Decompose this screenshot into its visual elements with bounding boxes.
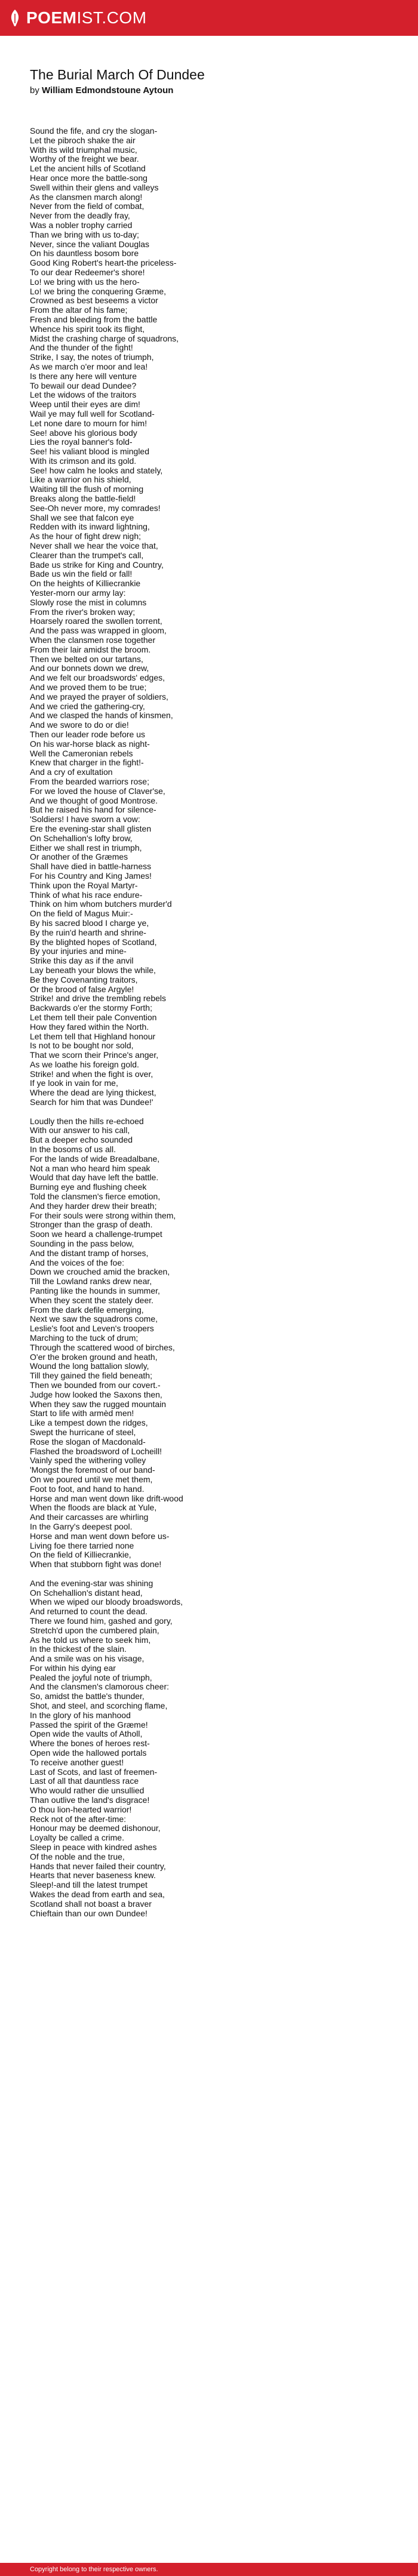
poem-line: Think upon the Royal Martyr-	[30, 880, 138, 890]
poem-line: Shall we see that falcon eye	[30, 512, 134, 522]
poem-line: Waiting till the flush of morning	[30, 484, 144, 494]
poem-line: Good King Robert's heart-the priceless-	[30, 258, 177, 268]
site-header	[0, 0, 418, 36]
poem-line: Where the bones of heroes rest-	[30, 1738, 150, 1749]
poem-line: Judge how looked the Saxons then,	[30, 1389, 162, 1399]
poem-line: Swell within their glens and valleys	[30, 182, 159, 192]
poem-line: And we cried the gathering-cry,	[30, 701, 145, 711]
site-footer	[0, 2563, 418, 2576]
poem-line: Sound the fife, and cry the slogan-	[30, 126, 158, 136]
poem-line: Rose the slogan of Macdonald-	[30, 1436, 146, 1447]
poem-line: Clearer than the trumpet's call,	[30, 550, 144, 560]
poem-line: Marching to the tuck of drum;	[30, 1333, 139, 1343]
poem-line: See-Oh never more, my comrades!	[30, 503, 161, 513]
poem-line: Hear once more the battle-song	[30, 173, 147, 183]
byline-prefix: by	[30, 85, 39, 96]
logo-text-bold: POEM	[26, 8, 77, 27]
poem-line: Is not to be bought nor sold,	[30, 1041, 134, 1051]
poem-line: Honour may be deemed dishonour,	[30, 1823, 161, 1833]
poem-line: Last of all that dauntless race	[30, 1776, 139, 1786]
poem-line: Open wide the hallowed portals	[30, 1748, 147, 1758]
poem-line: Told the clansmen's fierce emotion,	[30, 1192, 161, 1202]
poem-line: See! his valiant blood is mingled	[30, 447, 150, 457]
poem-line: O'er the broken ground and heath,	[30, 1352, 158, 1362]
poem-line: Stretch'd upon the cumbered plain,	[30, 1625, 159, 1635]
poem-line: Sleep!-and till the latest trumpet	[30, 1880, 147, 1890]
poem-line: In the thickest of the slain.	[30, 1644, 127, 1654]
poem-line: Then we belted on our tartans,	[30, 654, 143, 664]
quill-icon	[8, 9, 21, 27]
poem-line: From the river's broken way;	[30, 607, 136, 617]
poem-line: Not a man who heard him speak	[30, 1163, 150, 1173]
poem-line: Soon we heard a challenge-trumpet	[30, 1229, 162, 1239]
poem-line: On the heights of Killiecrankie	[30, 578, 141, 589]
poem-line: Weep until their eyes are dim!	[30, 399, 140, 410]
poem-line: For we loved the house of Claver'se,	[30, 786, 165, 796]
poem-line: Would that day have left the battle.	[30, 1172, 159, 1183]
poem-line: And a smile was on his visage,	[30, 1654, 145, 1664]
poem-content	[0, 67, 418, 1918]
stanza	[30, 1579, 418, 1919]
poem-line: Bade us win the field or fall!	[30, 569, 133, 579]
poem-line: Fresh and bleeding from the battle	[30, 314, 158, 324]
poem-line: Hoarsely roared the swollen torrent,	[30, 616, 162, 626]
poem-line: With its wild triumphal music,	[30, 144, 137, 155]
poem-line: Let the widows of the traitors	[30, 390, 137, 400]
poem-line: For their souls were strong within them,	[30, 1210, 176, 1220]
poem-line: Backwards o'er the stormy Forth;	[30, 1003, 152, 1013]
poem-line: From their lair amidst the broom.	[30, 644, 151, 654]
poem-line: Shot, and steel, and scorching flame,	[30, 1701, 168, 1711]
poem-line: Through the scattered wood of birches,	[30, 1342, 175, 1352]
poem-line: For the lands of wide Breadalbane,	[30, 1153, 160, 1164]
poem-line: Think on him whom butchers murder'd	[30, 899, 172, 909]
poem-line: O thou lion-hearted warrior!	[30, 1804, 132, 1814]
poem-line: Till the Lowland ranks drew near,	[30, 1276, 152, 1287]
poem-line: When they scent the stately deer.	[30, 1295, 154, 1305]
poem-line: And their carcasses are whirling	[30, 1512, 149, 1522]
poem-line: Swept the hurricane of steel,	[30, 1427, 136, 1437]
poem-line: On his war-horse black as night-	[30, 738, 150, 749]
poem-line: On Schehallion's distant head,	[30, 1587, 143, 1598]
poem-line: Is there any here will venture	[30, 371, 137, 381]
poem-line: Never, since the valiant Douglas	[30, 239, 149, 249]
poem-line: That we scorn their Prince's anger,	[30, 1050, 159, 1060]
poem-line: By the ruin'd hearth and shrine-	[30, 927, 146, 937]
poem-line: Burning eye and flushing cheek	[30, 1182, 147, 1192]
poem-line: Leslie's foot and Leven's troopers	[30, 1324, 154, 1334]
poem-line: 'Mongst the foremost of our band-	[30, 1465, 155, 1475]
poem-line: On Schehallion's lofty brow,	[30, 833, 133, 843]
poem-line: Lo! we bring the conquering Græme,	[30, 286, 167, 296]
poem-line: Lies the royal banner's fold-	[30, 437, 133, 447]
poem-line: And a cry of exultation	[30, 767, 113, 777]
poem-line: And the evening-star was shining	[30, 1578, 153, 1588]
poem-line: Who would rather die unsullied	[30, 1786, 145, 1796]
poem-body	[30, 127, 418, 1918]
poem-line: Never from the deadly fray,	[30, 211, 130, 221]
poem-line: Next we saw the squadrons come,	[30, 1314, 158, 1324]
poem-line: But a deeper echo sounded	[30, 1135, 133, 1145]
poem-line: Sounding in the pass below,	[30, 1239, 134, 1249]
poem-line: Let them tell their pale Convention	[30, 1012, 157, 1022]
poem-line: And the voices of the foe:	[30, 1257, 124, 1267]
poem-line: From the altar of his fame;	[30, 305, 128, 315]
poem-line: Passed the spirit of the Græme!	[30, 1719, 148, 1729]
poem-line: On we poured until we met them,	[30, 1474, 153, 1484]
poem-line: Let them tell that Highland honour	[30, 1031, 156, 1041]
poem-title: The Burial March Of Dundee	[30, 67, 205, 82]
poem-line: Wound the long battalion slowly,	[30, 1361, 149, 1371]
poem-line: When that stubborn fight was done!	[30, 1559, 162, 1569]
poem-line: From the bearded warriors rose;	[30, 776, 149, 786]
poem-line: And we proved them to be true;	[30, 682, 147, 693]
poem-line: Reck not of the after-time:	[30, 1814, 127, 1824]
copyright-text: Copyright belong to their respective owners.	[30, 2566, 158, 2573]
poem-line: Search for him that was Dundee!'	[30, 1097, 153, 1107]
poem-line: Was a nobler trophy carried	[30, 220, 133, 230]
poem-line: As the hour of fight drew nigh;	[30, 531, 141, 541]
poem-line: To receive another guest!	[30, 1757, 124, 1767]
poem-line: Stronger than the grasp of death.	[30, 1220, 153, 1230]
poem-line: In the Garry's deepest pool.	[30, 1521, 133, 1531]
poem-line: Shall have died in battle-harness	[30, 861, 152, 872]
poem-line: By the blighted hopes of Scotland,	[30, 937, 157, 947]
poem-line: Where the dead are lying thickest,	[30, 1088, 156, 1098]
poem-line: Foot to foot, and hand to hand.	[30, 1484, 145, 1494]
poem-line: Hearts that never baseness knew.	[30, 1870, 156, 1881]
poem-line: For his Country and King James!	[30, 870, 152, 881]
poem-line: Then we bounded from our covert.-	[30, 1380, 161, 1390]
poem-line: Wakes the dead from earth and sea,	[30, 1889, 165, 1900]
poem-line: Down we crouched amid the bracken,	[30, 1267, 170, 1277]
poem-line: Yester-morn our army lay:	[30, 588, 126, 598]
logo-text-light: IST.COM	[76, 8, 147, 27]
poem-line: And our bonnets down we drew,	[30, 663, 149, 673]
poem-line: Be they Covenanting traitors,	[30, 974, 138, 984]
poem-line: Pealed the joyful note of triumph,	[30, 1672, 152, 1682]
poem-line: See! above his glorious body	[30, 427, 137, 438]
poem-line: To our dear Redeemer's shore!	[30, 267, 145, 277]
poem-line: See! how calm he looks and stately,	[30, 465, 163, 475]
poem-line: If ye look in vain for me,	[30, 1078, 118, 1088]
poem-line: How they fared within the North.	[30, 1021, 149, 1032]
site-logo[interactable]	[8, 8, 147, 27]
poem-line: Last of Scots, and last of freemen-	[30, 1766, 158, 1777]
poem-line: There we found him, gashed and gory,	[30, 1615, 173, 1626]
poem-line: Lay beneath your blows the while,	[30, 965, 156, 975]
poem-line: Knew that charger in the fight!-	[30, 758, 144, 768]
poem-line: Bade us strike for King and Country,	[30, 559, 164, 570]
poem-line: Let none dare to mourn for him!	[30, 418, 147, 428]
poem-line: Strike this day as if the anvil	[30, 956, 134, 966]
poem-line: Start to life with armèd men!	[30, 1408, 134, 1418]
stanza-gap	[30, 1569, 418, 1579]
poem-line: On the field of Magus Muir:-	[30, 909, 133, 919]
poem-line: Chieftain than our own Dundee!	[30, 1908, 147, 1918]
poem-line: By his sacred blood I charge ye,	[30, 918, 149, 928]
poem-line: When we wiped our bloody broadswords,	[30, 1597, 183, 1607]
poem-line: As we loathe his foreign gold.	[30, 1059, 139, 1069]
poem-line: Than we bring with us to-day;	[30, 229, 139, 239]
poem-line: Flashed the broadsword of Locheill!	[30, 1446, 162, 1456]
poem-line: With our answer to his call,	[30, 1125, 130, 1135]
poem-line: Let the ancient hills of Scotland	[30, 164, 146, 174]
poem-line: For within his dying ear	[30, 1663, 116, 1673]
poem-line: Living foe there tarried none	[30, 1540, 134, 1550]
poem-line: Breaks along the battle-field!	[30, 494, 136, 504]
poem-line: Loudly then the hills re-echoed	[30, 1116, 144, 1126]
poem-line: Crowned as best beseems a victor	[30, 296, 158, 306]
poem-line: In the glory of his manhood	[30, 1710, 131, 1720]
poem-line: Never from the field of combat,	[30, 201, 145, 211]
poem-line: Ere the evening-star shall glisten	[30, 823, 152, 833]
poem-line: But he raised his hand for silence-	[30, 805, 156, 815]
poem-line: Strike, I say, the notes of triumph,	[30, 352, 154, 362]
poem-line: As we march o'er moor and lea!	[30, 361, 148, 371]
poem-line: When they saw the rugged mountain	[30, 1399, 167, 1409]
poem-line: Strike! and when the fight is over,	[30, 1069, 153, 1079]
poem-line: As he told us where to seek him,	[30, 1635, 151, 1645]
poem-line: Or another of the Græmes	[30, 852, 128, 862]
poem-line: Slowly rose the mist in columns	[30, 597, 147, 607]
poem-line: Like a tempest down the ridges,	[30, 1418, 148, 1428]
poem-line: When the floods are black at Yule,	[30, 1503, 157, 1513]
poem-line: Or the brood of false Argyle!	[30, 984, 134, 994]
poem-line: Midst the crashing charge of squadrons,	[30, 333, 179, 343]
poem-line: And we clasped the hands of kinsmen,	[30, 710, 173, 721]
poem-line: 'Soldiers! I have sworn a vow:	[30, 814, 140, 824]
poem-line: And the thunder of the fight!	[30, 343, 133, 353]
poem-line: And we thought of good Montrose.	[30, 795, 158, 805]
poem-line: On his dauntless bosom bore	[30, 248, 139, 258]
poem-line: So, amidst the battle's thunder,	[30, 1691, 145, 1701]
poem-line: And the distant tramp of horses,	[30, 1248, 149, 1258]
poem-line: Never shall we hear the voice that,	[30, 541, 158, 551]
poem-line: Sleep in peace with kindred ashes	[30, 1842, 157, 1852]
poem-line: Whence his spirit took its flight,	[30, 324, 145, 334]
poem-line: Horse and man went down like drift-wood	[30, 1493, 183, 1503]
poem-line: When the clansmen rose together	[30, 635, 156, 645]
poem-line: In the bosoms of us all.	[30, 1144, 116, 1155]
poem-line: Redden with its inward lightning,	[30, 522, 150, 532]
stanza-gap	[30, 1107, 418, 1117]
poem-line: And returned to count the dead.	[30, 1606, 147, 1617]
poem-line: Worthy of the freight we bear.	[30, 154, 139, 164]
poem-line: Than outlive the land's disgrace!	[30, 1795, 150, 1805]
poem-line: Open wide the vaults of Atholl,	[30, 1729, 143, 1739]
poem-line: To bewail our dead Dundee?	[30, 380, 137, 390]
poem-line: By your injuries and mine-	[30, 946, 127, 956]
poem-line: Either we shall rest in triumph,	[30, 842, 142, 852]
poem-line: Of the noble and the true,	[30, 1851, 125, 1861]
poem-line: Panting like the hounds in summer,	[30, 1286, 160, 1296]
poem-line: And they harder drew their breath;	[30, 1201, 157, 1211]
stanza	[30, 127, 418, 1107]
poem-line: From the dark defile emerging,	[30, 1304, 144, 1315]
poem-line: Think of what his race endure-	[30, 890, 143, 900]
poem-line: Then our leader rode before us	[30, 730, 146, 739]
poem-line: Like a warrior on his shield,	[30, 475, 131, 485]
poem-line: As the clansmen march along!	[30, 192, 143, 202]
poem-line: And we felt our broadswords' edges,	[30, 673, 165, 683]
poem-line: Scotland shall not boast a braver	[30, 1898, 152, 1909]
poem-line: With its crimson and its gold.	[30, 456, 137, 466]
poem-line: On the field of Killiecrankie,	[30, 1550, 131, 1560]
poem-line: Let the pibroch shake the air	[30, 135, 136, 145]
poem-line: Loyalty be called a crime.	[30, 1833, 124, 1843]
stanza	[30, 1117, 418, 1569]
poem-line: Well the Cameronian rebels	[30, 748, 133, 758]
poem-line: Horse and man went down before us-	[30, 1531, 170, 1541]
author-link[interactable]: William Edmondstoune Aytoun	[42, 85, 174, 96]
poem-line: And the pass was wrapped in gloom,	[30, 626, 167, 636]
poem-line: Hands that never failed their country,	[30, 1861, 166, 1871]
poem-line: And we swore to do or die!	[30, 720, 129, 730]
poem-line: Vainly sped the withering volley	[30, 1455, 146, 1466]
poem-line: Till they gained the field beneath;	[30, 1371, 152, 1381]
poem-line: And we prayed the prayer of soldiers,	[30, 691, 168, 701]
poem-line: Strike! and drive the trembling rebels	[30, 993, 166, 1004]
poem-byline	[30, 85, 418, 96]
poem-line: And the clansmen's clamorous cheer:	[30, 1682, 170, 1692]
poem-line: Lo! we bring with us the hero-	[30, 276, 140, 287]
poem-line: Wail ye may full well for Scotland-	[30, 408, 155, 418]
